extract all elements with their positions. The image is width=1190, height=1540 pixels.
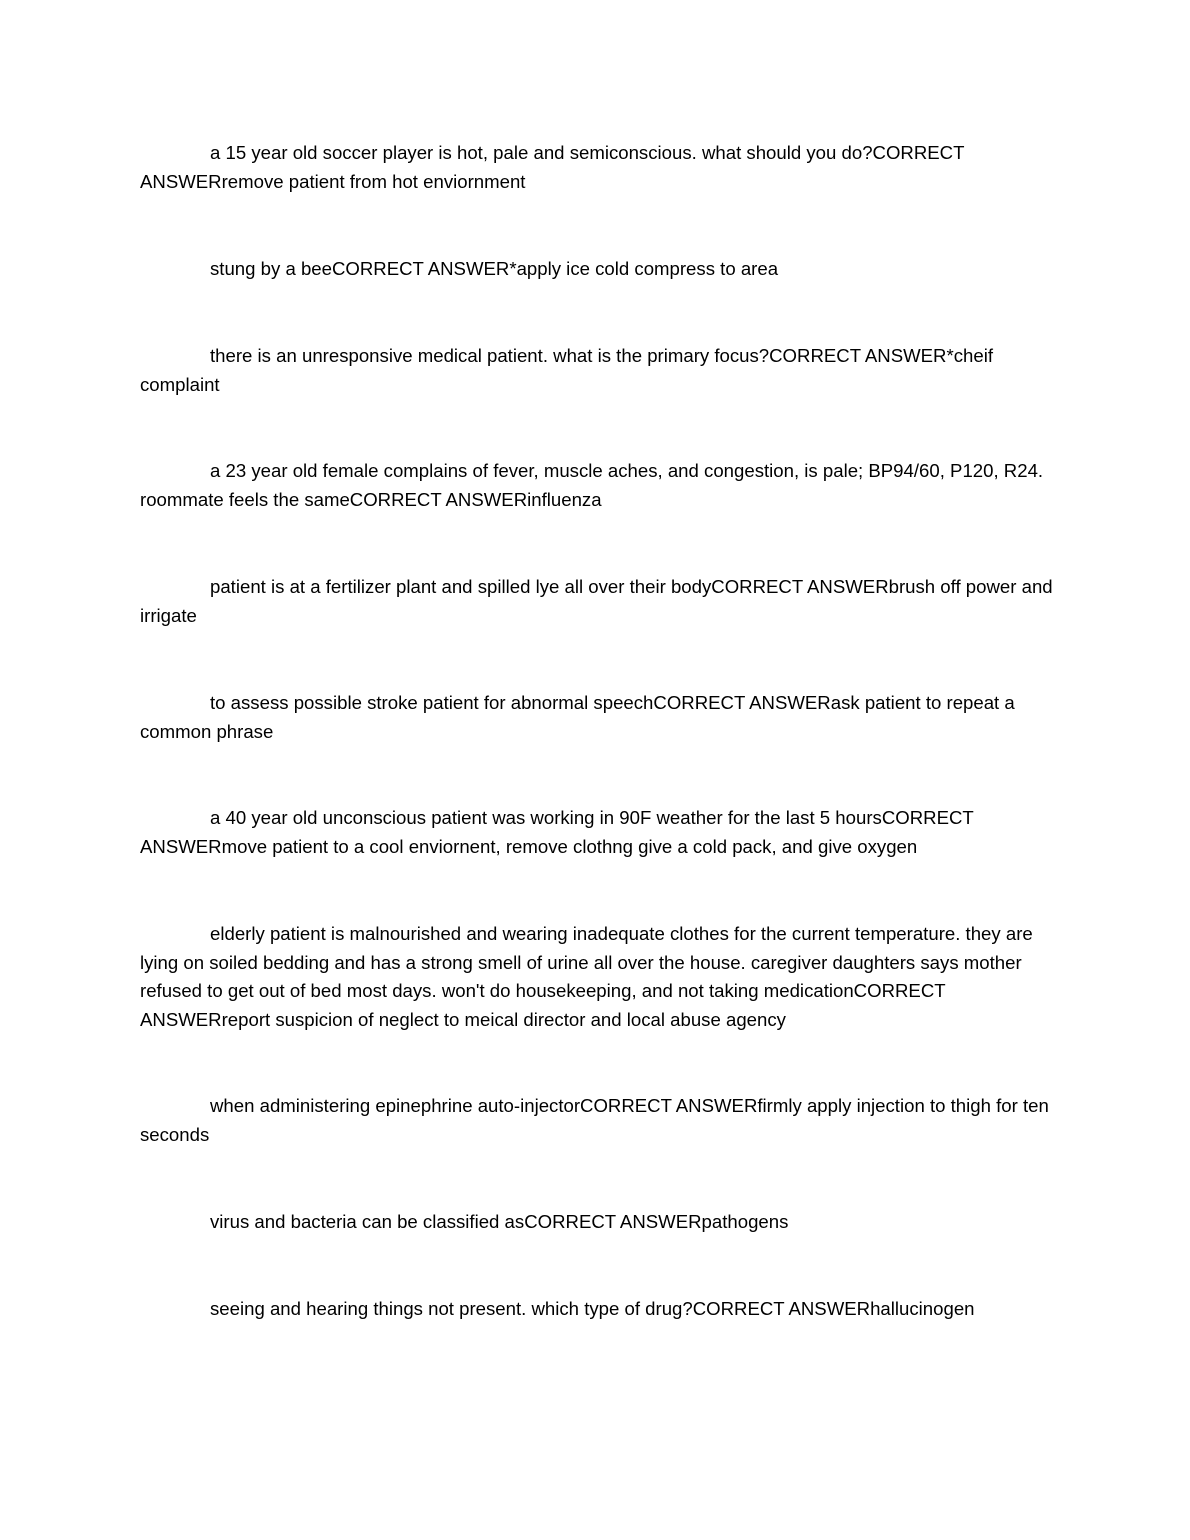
qa-paragraph: a 15 year old soccer player is hot, pale and semiconscious. what should you do?CORRECT ANSWERremove patient from hot enviornment bbox=[140, 142, 965, 192]
qa-paragraph: elderly patient is malnourished and wearing inadequate clothes for the current temperature. they are lying on soiled bedding and has a strong smell of urine all over the house. caregiver daughters says mother refused to get out of bed most days. won't do housekeeping, and not taking medicationCORRECT ANSWERreport suspicion of neglect to meical director and local abuse agency bbox=[140, 923, 1033, 1030]
qa-paragraph: when administering epinephrine auto-injectorCORRECT ANSWERfirmly apply injection to thigh for ten seconds bbox=[140, 1095, 1049, 1145]
qa-paragraph: seeing and hearing things not present. which type of drug?CORRECT ANSWERhallucinogen bbox=[210, 1298, 975, 1319]
qa-paragraph: to assess possible stroke patient for abnormal speechCORRECT ANSWERask patient to repeat a common phrase bbox=[140, 692, 1015, 742]
qa-paragraph: stung by a beeCORRECT ANSWER*apply ice cold compress to area bbox=[210, 258, 779, 279]
qa-paragraph: a 23 year old female complains of fever, muscle aches, and congestion, is pale; BP94/60, P120, R24. roommate feels the sameCORRECT ANSWERinfluenza bbox=[140, 460, 1044, 510]
qa-paragraph: there is an unresponsive medical patient. what is the primary focus?CORRECT ANSWER*cheif complaint bbox=[140, 345, 993, 395]
qa-paragraph: virus and bacteria can be classified asCORRECT ANSWERpathogens bbox=[210, 1211, 789, 1232]
qa-paragraph: a 40 year old unconscious patient was working in 90F weather for the last 5 hoursCORRECT ANSWERmove patient to a cool enviornent, remove clothng give a cold pack, and give oxygen bbox=[140, 807, 974, 857]
qa-paragraph: patient is at a fertilizer plant and spilled lye all over their bodyCORRECT ANSWERbrush off power and irrigate bbox=[140, 576, 1053, 626]
